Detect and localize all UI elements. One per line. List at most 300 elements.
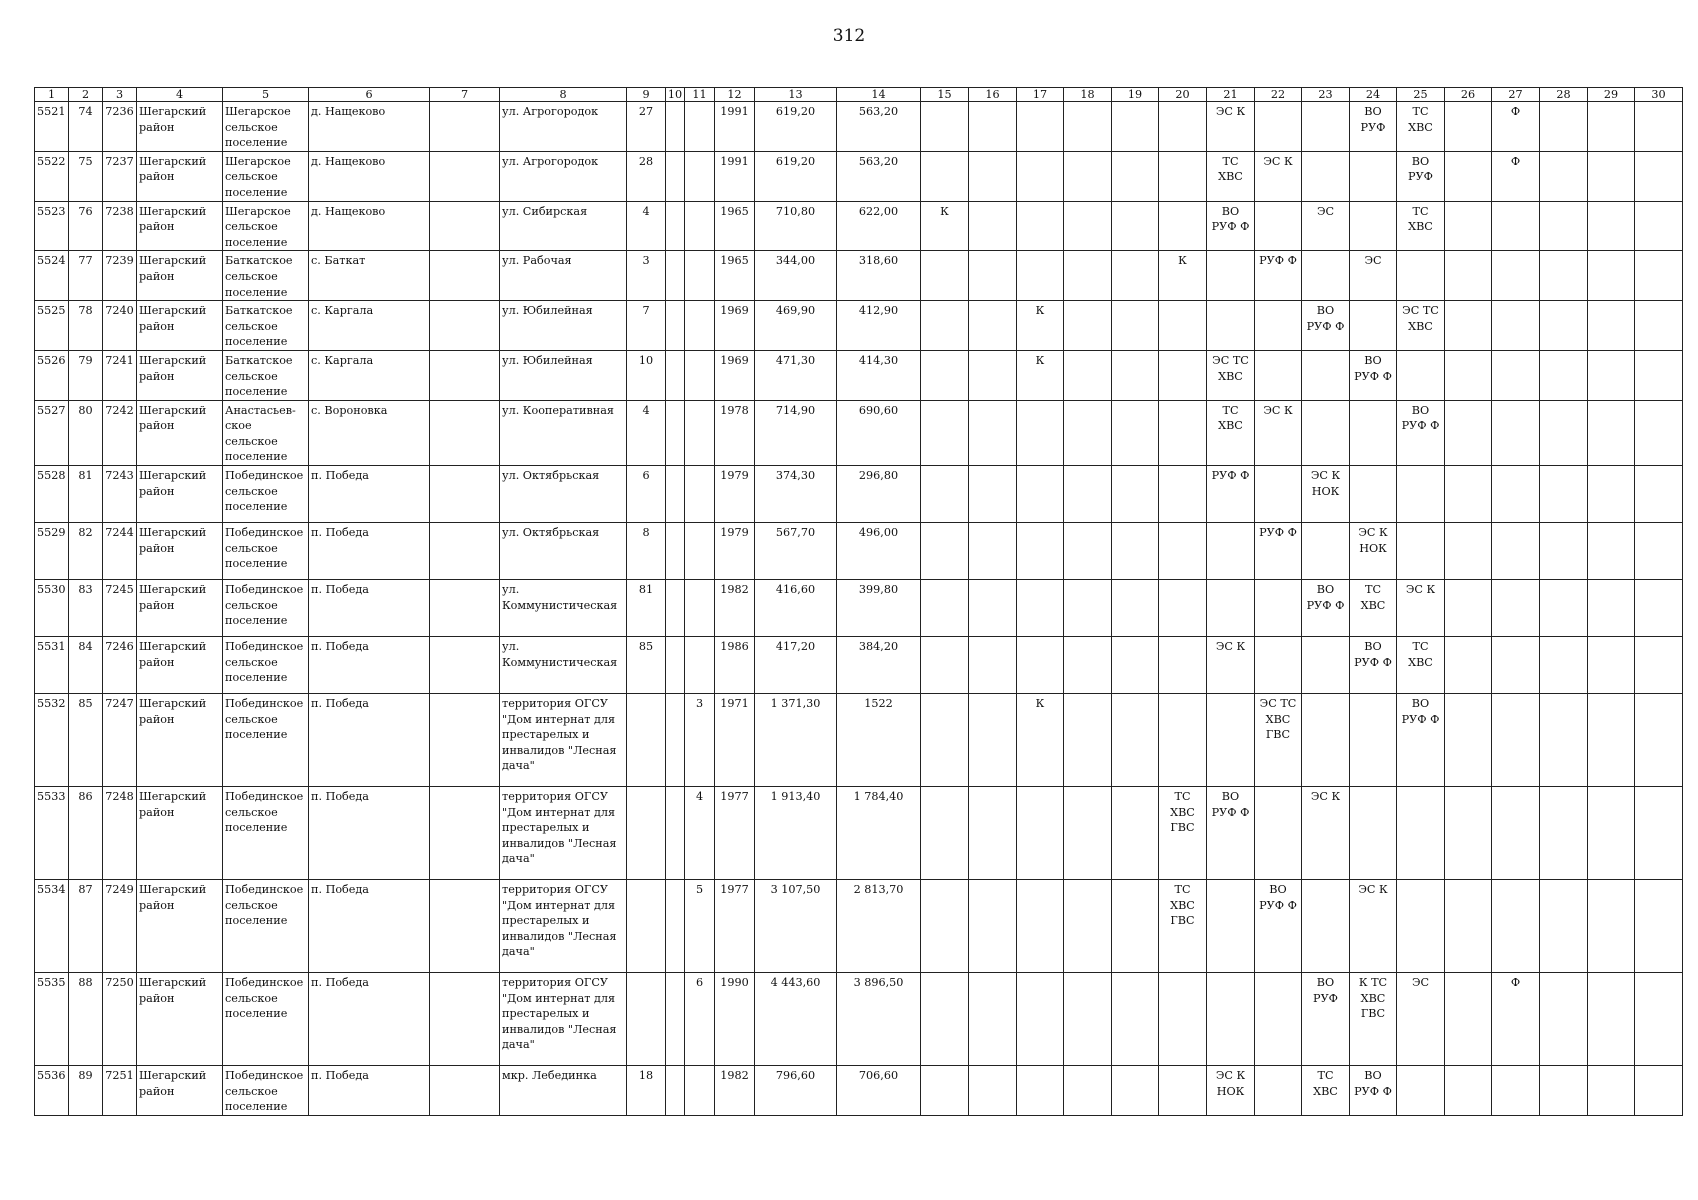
cell-col-3: 7239: [103, 251, 137, 301]
cell-col-6: п. Победа: [309, 787, 430, 880]
table-header: [35, 88, 1683, 102]
cell-col-29: [1588, 102, 1635, 152]
cell-col-2: 84: [69, 637, 103, 694]
cell-col-4: Шегарский район: [137, 466, 223, 523]
cell-col-26: [1445, 523, 1492, 580]
column-header-13: 13: [755, 88, 837, 102]
cell-col-25: ТС ХВС: [1397, 637, 1445, 694]
cell-col-5: Побединское сельское поселение: [223, 880, 309, 973]
cell-col-19: [1112, 694, 1159, 787]
cell-col-14: 318,60: [837, 251, 921, 301]
cell-col-12: 1969: [715, 350, 755, 400]
cell-col-18: [1064, 151, 1112, 201]
cell-col-8: ул. Коммунистическая: [500, 637, 627, 694]
cell-col-29: [1588, 466, 1635, 523]
cell-col-24: ВО РУФ Ф: [1350, 350, 1397, 400]
cell-col-13: 1 371,30: [755, 694, 837, 787]
cell-col-29: [1588, 880, 1635, 973]
page-number: 312: [832, 26, 866, 46]
cell-col-30: [1635, 151, 1683, 201]
cell-col-15: [921, 523, 969, 580]
cell-col-7: [430, 201, 500, 251]
cell-col-20: [1159, 523, 1207, 580]
cell-col-24: К ТС ХВС ГВС: [1350, 973, 1397, 1066]
cell-col-11: [685, 301, 715, 351]
cell-col-25: ВО РУФ Ф: [1397, 400, 1445, 465]
cell-col-7: [430, 251, 500, 301]
cell-col-29: [1588, 694, 1635, 787]
cell-col-12: 1982: [715, 1066, 755, 1116]
cell-col-19: [1112, 973, 1159, 1066]
cell-col-16: [969, 973, 1017, 1066]
cell-col-27: Ф: [1492, 973, 1540, 1066]
cell-col-27: [1492, 637, 1540, 694]
cell-col-4: Шегарский район: [137, 973, 223, 1066]
cell-col-14: 563,20: [837, 151, 921, 201]
cell-col-16: [969, 580, 1017, 637]
cell-col-18: [1064, 400, 1112, 465]
cell-col-18: [1064, 580, 1112, 637]
cell-col-15: [921, 880, 969, 973]
cell-col-29: [1588, 151, 1635, 201]
cell-col-9: 8: [627, 523, 666, 580]
column-header-20: 20: [1159, 88, 1207, 102]
cell-col-8: ул. Октябрьская: [500, 466, 627, 523]
cell-col-15: [921, 787, 969, 880]
cell-col-1: 5533: [35, 787, 69, 880]
cell-col-11: [685, 201, 715, 251]
cell-col-7: [430, 350, 500, 400]
cell-col-23: [1302, 350, 1350, 400]
column-header-23: 23: [1302, 88, 1350, 102]
cell-col-17: [1017, 880, 1064, 973]
cell-col-9: [627, 787, 666, 880]
cell-col-17: К: [1017, 301, 1064, 351]
cell-col-24: ВО РУФ Ф: [1350, 637, 1397, 694]
cell-col-13: 714,90: [755, 400, 837, 465]
cell-col-20: [1159, 102, 1207, 152]
cell-col-10: [666, 880, 685, 973]
cell-col-4: Шегарский район: [137, 523, 223, 580]
cell-col-9: 85: [627, 637, 666, 694]
cell-col-30: [1635, 466, 1683, 523]
cell-col-16: [969, 1066, 1017, 1116]
cell-col-6: п. Победа: [309, 523, 430, 580]
cell-col-21: [1207, 251, 1255, 301]
cell-col-19: [1112, 400, 1159, 465]
cell-col-17: [1017, 580, 1064, 637]
cell-col-27: [1492, 523, 1540, 580]
cell-col-27: Ф: [1492, 151, 1540, 201]
cell-col-12: 1991: [715, 151, 755, 201]
cell-col-1: 5532: [35, 694, 69, 787]
cell-col-4: Шегарский район: [137, 251, 223, 301]
cell-col-24: ВО РУФ: [1350, 102, 1397, 152]
cell-col-13: 3 107,50: [755, 880, 837, 973]
cell-col-17: [1017, 973, 1064, 1066]
cell-col-20: [1159, 201, 1207, 251]
cell-col-16: [969, 694, 1017, 787]
cell-col-15: [921, 350, 969, 400]
cell-col-8: ул. Коммунистическая: [500, 580, 627, 637]
cell-col-5: Анастасьев-ское сельское поселение: [223, 400, 309, 465]
cell-col-23: [1302, 637, 1350, 694]
cell-col-10: [666, 523, 685, 580]
cell-col-16: [969, 102, 1017, 152]
cell-col-15: [921, 151, 969, 201]
cell-col-30: [1635, 301, 1683, 351]
column-header-11: 11: [685, 88, 715, 102]
cell-col-30: [1635, 251, 1683, 301]
cell-col-5: Побединское сельское поселение: [223, 1066, 309, 1116]
cell-col-28: [1540, 523, 1588, 580]
cell-col-18: [1064, 350, 1112, 400]
cell-col-26: [1445, 973, 1492, 1066]
cell-col-1: 5521: [35, 102, 69, 152]
cell-col-7: [430, 880, 500, 973]
table-row: [35, 102, 1683, 152]
header-row: [35, 88, 1683, 102]
cell-col-3: 7241: [103, 350, 137, 400]
cell-col-11: [685, 580, 715, 637]
cell-col-12: 1969: [715, 301, 755, 351]
cell-col-18: [1064, 251, 1112, 301]
cell-col-11: [685, 400, 715, 465]
table-body: [35, 102, 1683, 1116]
cell-col-22: [1255, 637, 1302, 694]
cell-col-19: [1112, 201, 1159, 251]
cell-col-20: [1159, 1066, 1207, 1116]
column-header-22: 22: [1255, 88, 1302, 102]
cell-col-1: 5531: [35, 637, 69, 694]
cell-col-26: [1445, 787, 1492, 880]
cell-col-20: [1159, 151, 1207, 201]
cell-col-15: [921, 466, 969, 523]
cell-col-7: [430, 301, 500, 351]
cell-col-25: ЭС ТС ХВС: [1397, 301, 1445, 351]
cell-col-5: Побединское сельское поселение: [223, 973, 309, 1066]
cell-col-13: 1 913,40: [755, 787, 837, 880]
table-row: [35, 151, 1683, 201]
table-row: [35, 400, 1683, 465]
cell-col-29: [1588, 350, 1635, 400]
cell-col-6: п. Победа: [309, 694, 430, 787]
cell-col-19: [1112, 580, 1159, 637]
cell-col-22: [1255, 580, 1302, 637]
cell-col-25: [1397, 1066, 1445, 1116]
column-header-3: 3: [103, 88, 137, 102]
cell-col-26: [1445, 151, 1492, 201]
cell-col-27: [1492, 880, 1540, 973]
cell-col-10: [666, 350, 685, 400]
cell-col-9: [627, 880, 666, 973]
cell-col-23: ЭС К НОК: [1302, 466, 1350, 523]
cell-col-27: [1492, 251, 1540, 301]
cell-col-26: [1445, 400, 1492, 465]
table-row: [35, 301, 1683, 351]
cell-col-12: 1978: [715, 400, 755, 465]
cell-col-24: [1350, 201, 1397, 251]
cell-col-16: [969, 880, 1017, 973]
cell-col-14: 563,20: [837, 102, 921, 152]
cell-col-18: [1064, 523, 1112, 580]
cell-col-30: [1635, 523, 1683, 580]
column-header-6: 6: [309, 88, 430, 102]
cell-col-5: Баткатское сельское поселение: [223, 251, 309, 301]
cell-col-2: 80: [69, 400, 103, 465]
cell-col-17: [1017, 1066, 1064, 1116]
cell-col-10: [666, 580, 685, 637]
cell-col-8: территория ОГСУ "Дом интернат для престарелых и инвалидов "Лесная дача": [500, 694, 627, 787]
cell-col-23: ВО РУФ: [1302, 973, 1350, 1066]
cell-col-14: 3 896,50: [837, 973, 921, 1066]
cell-col-7: [430, 580, 500, 637]
cell-col-11: [685, 251, 715, 301]
table-row: [35, 580, 1683, 637]
cell-col-5: Побединское сельское поселение: [223, 787, 309, 880]
table-row: [35, 787, 1683, 880]
cell-col-30: [1635, 694, 1683, 787]
cell-col-25: ВО РУФ: [1397, 151, 1445, 201]
cell-col-21: [1207, 580, 1255, 637]
cell-col-5: Баткатское сельское поселение: [223, 301, 309, 351]
cell-col-24: ЭС: [1350, 251, 1397, 301]
cell-col-5: Побединское сельское поселение: [223, 523, 309, 580]
cell-col-24: ВО РУФ Ф: [1350, 1066, 1397, 1116]
cell-col-8: ул. Агрогородок: [500, 151, 627, 201]
cell-col-16: [969, 251, 1017, 301]
cell-col-30: [1635, 973, 1683, 1066]
cell-col-15: [921, 637, 969, 694]
cell-col-26: [1445, 466, 1492, 523]
cell-col-19: [1112, 151, 1159, 201]
cell-col-16: [969, 523, 1017, 580]
cell-col-9: 81: [627, 580, 666, 637]
cell-col-5: Побединское сельское поселение: [223, 466, 309, 523]
cell-col-14: 1 784,40: [837, 787, 921, 880]
cell-col-2: 78: [69, 301, 103, 351]
cell-col-1: 5534: [35, 880, 69, 973]
cell-col-5: Побединское сельское поселение: [223, 694, 309, 787]
cell-col-9: 6: [627, 466, 666, 523]
cell-col-14: 384,20: [837, 637, 921, 694]
cell-col-18: [1064, 1066, 1112, 1116]
cell-col-4: Шегарский район: [137, 1066, 223, 1116]
cell-col-17: К: [1017, 350, 1064, 400]
cell-col-5: Шегарское сельское поселение: [223, 151, 309, 201]
cell-col-23: [1302, 880, 1350, 973]
column-header-28: 28: [1540, 88, 1588, 102]
cell-col-30: [1635, 880, 1683, 973]
cell-col-18: [1064, 201, 1112, 251]
cell-col-10: [666, 466, 685, 523]
cell-col-25: ТС ХВС: [1397, 102, 1445, 152]
cell-col-2: 75: [69, 151, 103, 201]
cell-col-13: 796,60: [755, 1066, 837, 1116]
cell-col-8: ул. Агрогородок: [500, 102, 627, 152]
cell-col-24: [1350, 151, 1397, 201]
cell-col-4: Шегарский район: [137, 787, 223, 880]
cell-col-2: 81: [69, 466, 103, 523]
cell-col-23: ЭС: [1302, 201, 1350, 251]
cell-col-8: территория ОГСУ "Дом интернат для престарелых и инвалидов "Лесная дача": [500, 880, 627, 973]
cell-col-21: ЭС К: [1207, 102, 1255, 152]
cell-col-5: Шегарское сельское поселение: [223, 201, 309, 251]
cell-col-7: [430, 787, 500, 880]
cell-col-22: ВО РУФ Ф: [1255, 880, 1302, 973]
cell-col-18: [1064, 301, 1112, 351]
cell-col-3: 7246: [103, 637, 137, 694]
cell-col-10: [666, 694, 685, 787]
cell-col-16: [969, 350, 1017, 400]
cell-col-13: 4 443,60: [755, 973, 837, 1066]
cell-col-7: [430, 973, 500, 1066]
cell-col-30: [1635, 1066, 1683, 1116]
cell-col-19: [1112, 466, 1159, 523]
cell-col-1: 5526: [35, 350, 69, 400]
cell-col-28: [1540, 1066, 1588, 1116]
cell-col-29: [1588, 251, 1635, 301]
cell-col-5: Баткатское сельское поселение: [223, 350, 309, 400]
cell-col-26: [1445, 102, 1492, 152]
column-header-2: 2: [69, 88, 103, 102]
cell-col-23: ЭС К: [1302, 787, 1350, 880]
cell-col-3: 7236: [103, 102, 137, 152]
cell-col-22: [1255, 201, 1302, 251]
cell-col-6: с. Вороновка: [309, 400, 430, 465]
cell-col-30: [1635, 201, 1683, 251]
cell-col-24: [1350, 694, 1397, 787]
cell-col-10: [666, 637, 685, 694]
cell-col-10: [666, 1066, 685, 1116]
registry-table: [34, 87, 1683, 1116]
cell-col-21: ТС ХВС: [1207, 151, 1255, 201]
cell-col-2: 87: [69, 880, 103, 973]
cell-col-23: [1302, 400, 1350, 465]
cell-col-14: 412,90: [837, 301, 921, 351]
cell-col-27: [1492, 350, 1540, 400]
cell-col-4: Шегарский район: [137, 400, 223, 465]
cell-col-1: 5529: [35, 523, 69, 580]
cell-col-20: К: [1159, 251, 1207, 301]
cell-col-26: [1445, 201, 1492, 251]
cell-col-6: с. Баткат: [309, 251, 430, 301]
column-header-17: 17: [1017, 88, 1064, 102]
table-row: [35, 880, 1683, 973]
cell-col-7: [430, 637, 500, 694]
cell-col-9: 28: [627, 151, 666, 201]
cell-col-25: [1397, 350, 1445, 400]
cell-col-6: п. Победа: [309, 580, 430, 637]
cell-col-28: [1540, 580, 1588, 637]
cell-col-20: [1159, 301, 1207, 351]
cell-col-28: [1540, 880, 1588, 973]
cell-col-27: [1492, 466, 1540, 523]
table-row: [35, 251, 1683, 301]
cell-col-12: 1965: [715, 251, 755, 301]
cell-col-3: 7249: [103, 880, 137, 973]
cell-col-15: [921, 400, 969, 465]
cell-col-4: Шегарский район: [137, 301, 223, 351]
cell-col-23: [1302, 694, 1350, 787]
cell-col-20: [1159, 350, 1207, 400]
cell-col-28: [1540, 350, 1588, 400]
cell-col-27: [1492, 201, 1540, 251]
cell-col-1: 5522: [35, 151, 69, 201]
cell-col-6: п. Победа: [309, 466, 430, 523]
cell-col-25: [1397, 787, 1445, 880]
cell-col-28: [1540, 694, 1588, 787]
cell-col-20: [1159, 694, 1207, 787]
cell-col-9: 10: [627, 350, 666, 400]
column-header-7: 7: [430, 88, 500, 102]
cell-col-8: территория ОГСУ "Дом интернат для престарелых и инвалидов "Лесная дача": [500, 787, 627, 880]
cell-col-20: [1159, 466, 1207, 523]
cell-col-6: п. Победа: [309, 637, 430, 694]
cell-col-26: [1445, 580, 1492, 637]
column-header-25: 25: [1397, 88, 1445, 102]
cell-col-11: [685, 523, 715, 580]
cell-col-26: [1445, 1066, 1492, 1116]
cell-col-17: [1017, 466, 1064, 523]
cell-col-15: [921, 301, 969, 351]
cell-col-27: [1492, 787, 1540, 880]
cell-col-2: 88: [69, 973, 103, 1066]
cell-col-7: [430, 694, 500, 787]
cell-col-21: [1207, 694, 1255, 787]
cell-col-9: 4: [627, 400, 666, 465]
cell-col-3: 7251: [103, 1066, 137, 1116]
cell-col-28: [1540, 251, 1588, 301]
cell-col-25: ТС ХВС: [1397, 201, 1445, 251]
cell-col-20: ТС ХВС ГВС: [1159, 880, 1207, 973]
cell-col-18: [1064, 973, 1112, 1066]
cell-col-25: [1397, 466, 1445, 523]
cell-col-24: ЭС К: [1350, 880, 1397, 973]
cell-col-7: [430, 102, 500, 152]
cell-col-8: ул. Юбилейная: [500, 301, 627, 351]
cell-col-30: [1635, 350, 1683, 400]
cell-col-29: [1588, 580, 1635, 637]
cell-col-18: [1064, 880, 1112, 973]
column-header-26: 26: [1445, 88, 1492, 102]
column-header-4: 4: [137, 88, 223, 102]
cell-col-8: ул. Рабочая: [500, 251, 627, 301]
cell-col-22: [1255, 301, 1302, 351]
cell-col-6: п. Победа: [309, 880, 430, 973]
cell-col-15: [921, 102, 969, 152]
cell-col-9: 3: [627, 251, 666, 301]
cell-col-21: [1207, 973, 1255, 1066]
cell-col-30: [1635, 580, 1683, 637]
cell-col-3: 7242: [103, 400, 137, 465]
cell-col-25: [1397, 880, 1445, 973]
cell-col-7: [430, 523, 500, 580]
cell-col-17: [1017, 102, 1064, 152]
cell-col-24: [1350, 400, 1397, 465]
cell-col-5: Шегарское сельское поселение: [223, 102, 309, 152]
column-header-15: 15: [921, 88, 969, 102]
cell-col-28: [1540, 201, 1588, 251]
cell-col-1: 5528: [35, 466, 69, 523]
column-header-16: 16: [969, 88, 1017, 102]
cell-col-26: [1445, 301, 1492, 351]
cell-col-18: [1064, 466, 1112, 523]
cell-col-21: РУФ Ф: [1207, 466, 1255, 523]
cell-col-11: [685, 1066, 715, 1116]
cell-col-23: [1302, 523, 1350, 580]
cell-col-28: [1540, 301, 1588, 351]
